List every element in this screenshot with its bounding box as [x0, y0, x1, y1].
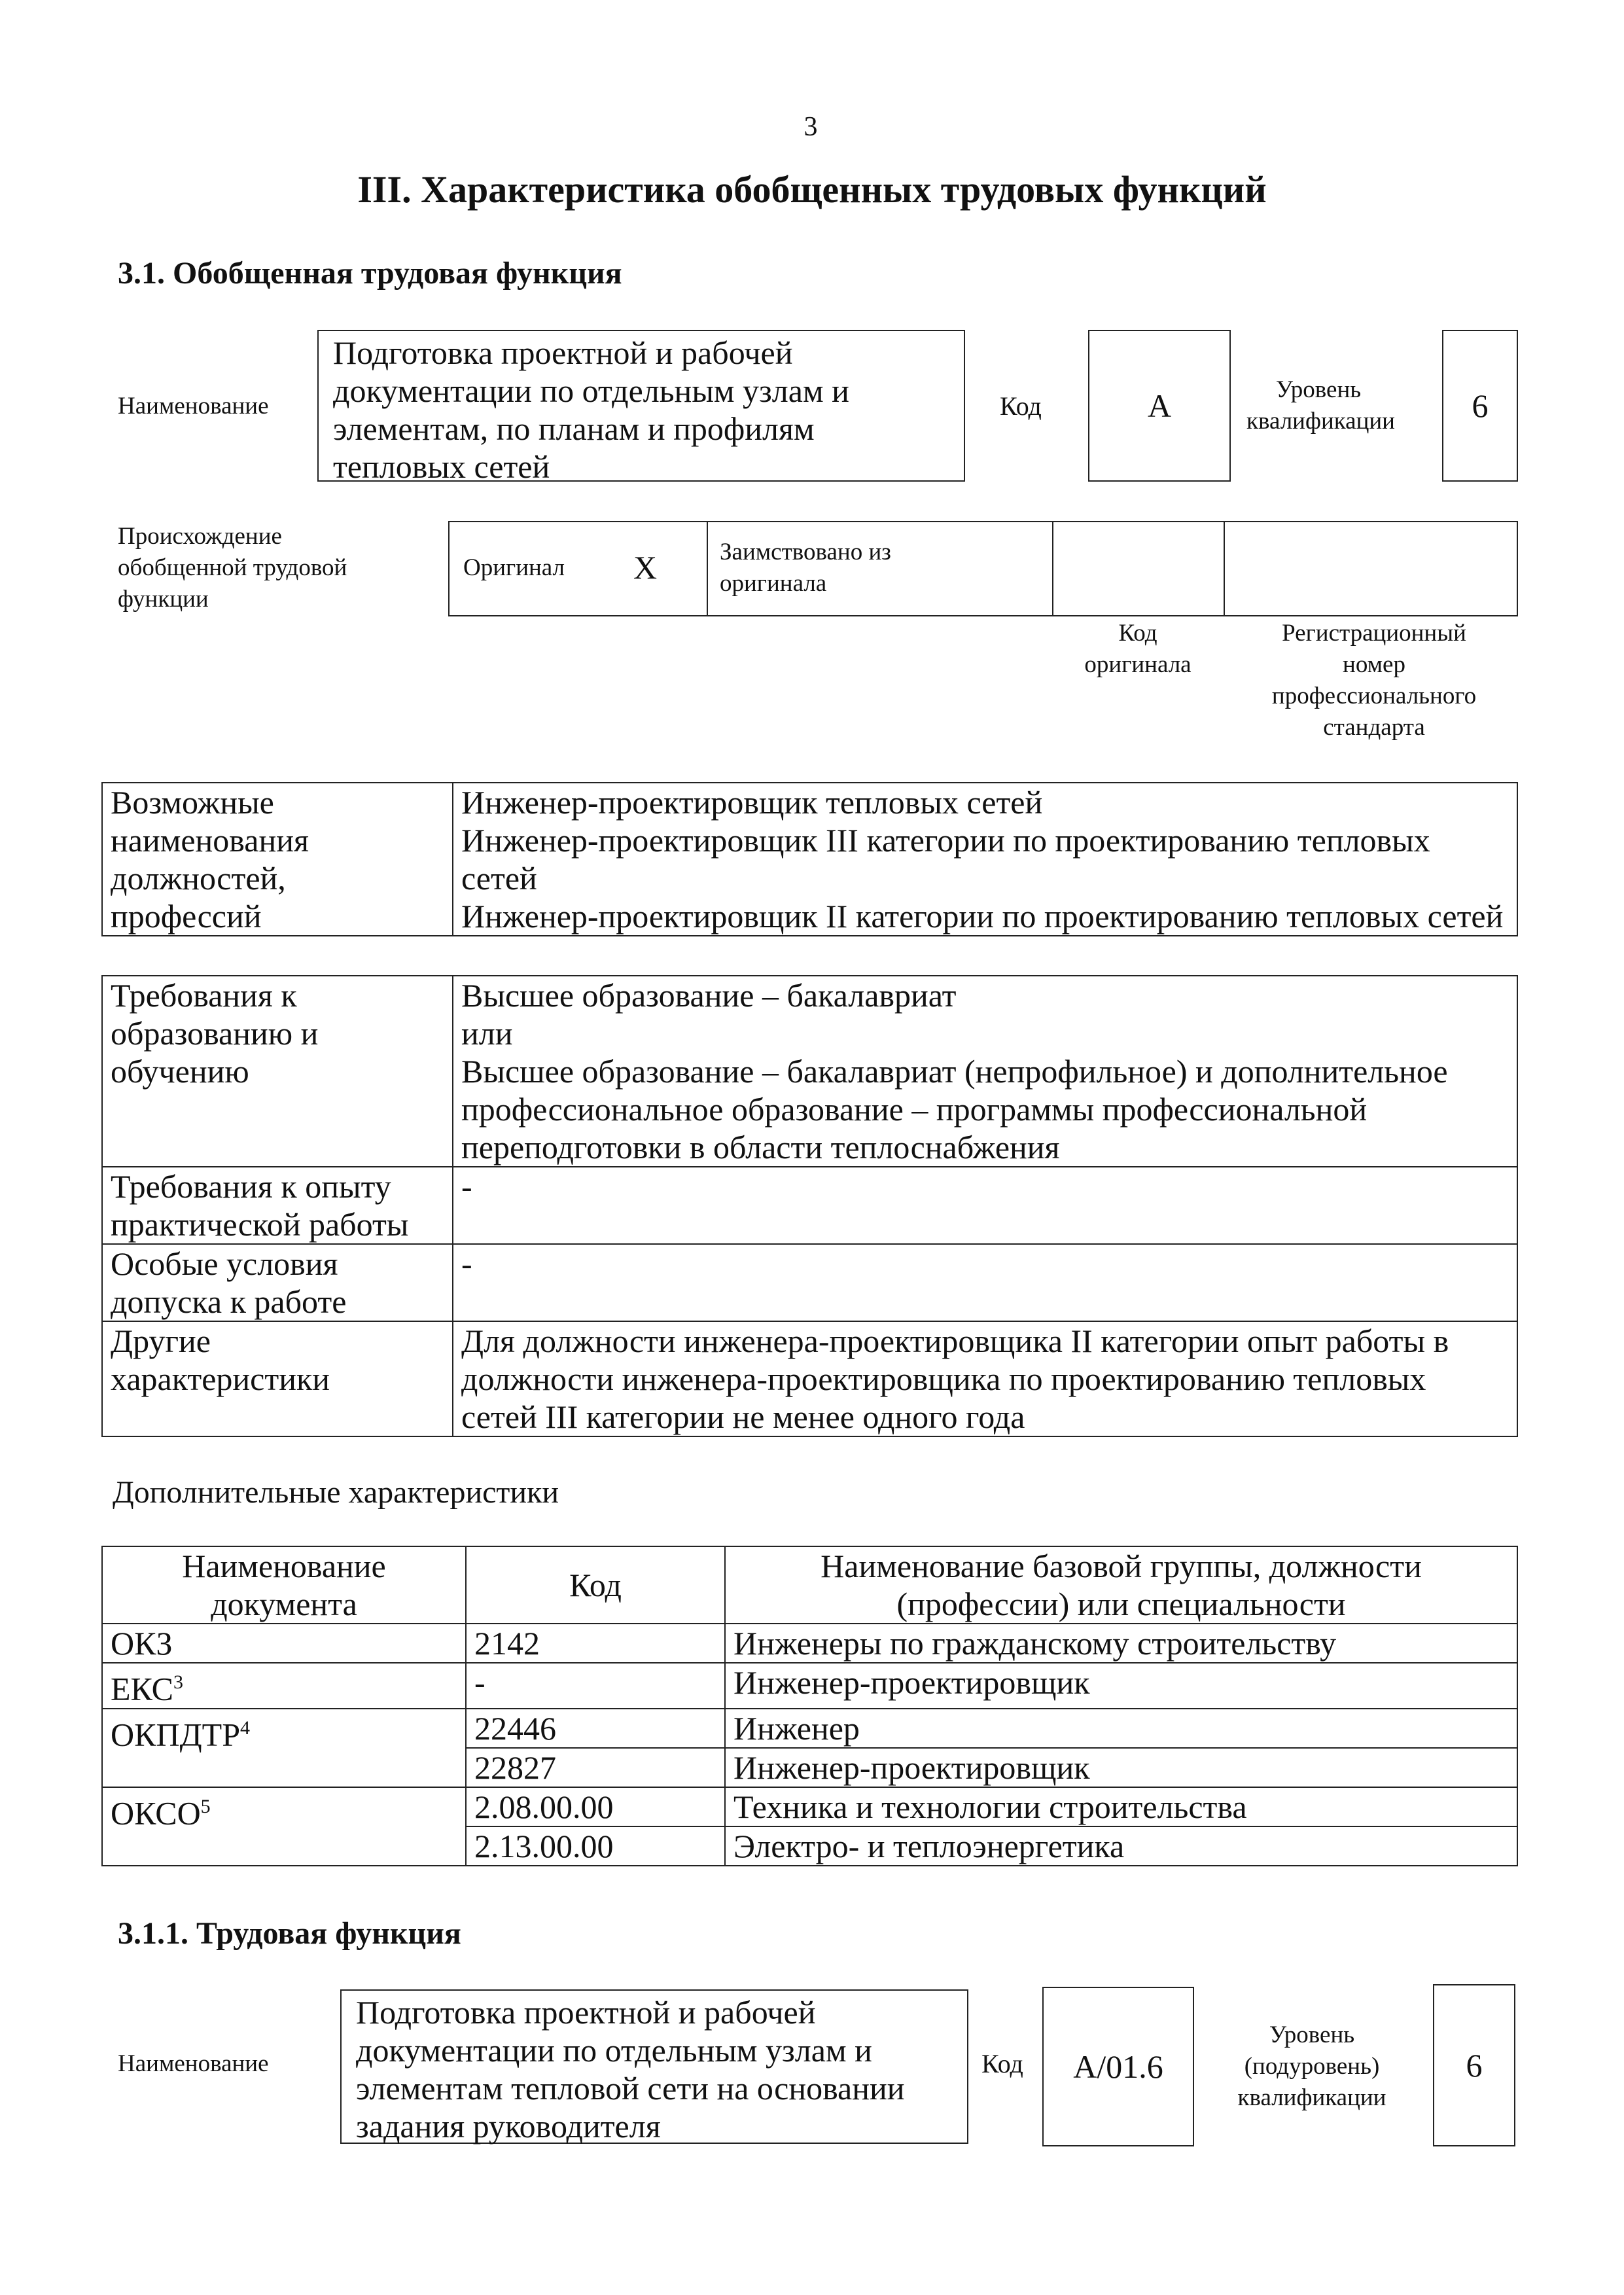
tf-code-box [1042, 1987, 1194, 2146]
header-name-line: (профессии) или специальности [896, 1586, 1346, 1622]
req-value-line: - [461, 1245, 472, 1282]
req-label-line: практической работы [111, 1206, 409, 1243]
table-row [102, 1787, 1517, 1826]
gf-heading: 3.1. Обобщенная трудовая функция [118, 256, 622, 291]
table-row [102, 1167, 1517, 1244]
origin-code-caption-line: Код [1118, 620, 1157, 647]
table-row [102, 1546, 1517, 1624]
doc-name: ОКЗ [111, 1625, 173, 1662]
gf-level-label-line: квалификации [1246, 408, 1395, 435]
origin-reg-caption-line: номер [1343, 651, 1405, 678]
req-label-cell [102, 976, 453, 1167]
header-doc-line: документа [211, 1586, 357, 1622]
name-cell [725, 1624, 1517, 1663]
tf-level-label [1217, 2019, 1407, 2114]
name-cell [725, 1709, 1517, 1748]
positions-label-line: наименования [111, 822, 309, 859]
tf-name-line: элементам тепловой сети на основании [356, 2070, 905, 2107]
code-cell [466, 1787, 725, 1826]
positions-table [101, 782, 1518, 936]
code-value: 2142 [474, 1625, 540, 1662]
code-cell [466, 1624, 725, 1663]
req-value-line: переподготовки в области теплоснабжения [461, 1129, 1060, 1165]
footnote-ref: 4 [240, 1717, 251, 1739]
name-cell [725, 1663, 1517, 1709]
doc-cell [102, 1663, 466, 1709]
gf-code-value: А [1147, 387, 1172, 424]
origin-reg-caption [1230, 618, 1518, 743]
header-name-line: Наименование базовой группы, должности [821, 1548, 1422, 1584]
positions-label-line: Возможные [111, 784, 274, 821]
doc-cell [102, 1624, 466, 1663]
tf-code-value: A/01.6 [1073, 2048, 1163, 2085]
table-row [102, 1321, 1517, 1436]
code-cell [466, 1826, 725, 1866]
origin-borrowed-line: оригинала [720, 570, 827, 597]
gf-level-label-line: Уровень [1275, 376, 1362, 403]
positions-value-line: Инженер-проектировщик II категории по проектированию тепловых сетей [461, 898, 1504, 934]
origin-borrowed-line: Заимствовано из [720, 539, 891, 565]
tf-level-box [1433, 1984, 1515, 2146]
req-label-line: Требования к [111, 977, 297, 1014]
origin-code-caption-line: оригинала [1084, 651, 1192, 678]
positions-value-cell [453, 783, 1517, 936]
name-value: Техника и технологии строительства [733, 1788, 1247, 1825]
req-value-cell [453, 976, 1517, 1167]
req-label-line: характеристики [111, 1361, 330, 1397]
name-cell [725, 1748, 1517, 1787]
code-value: - [474, 1664, 485, 1701]
tf-heading: 3.1.1. Трудовая функция [118, 1916, 461, 1951]
positions-label-cell [102, 783, 453, 936]
gf-code-label: Код [1000, 391, 1042, 421]
header-doc-line: Наименование [182, 1548, 386, 1584]
positions-value-line: Инженер-проектировщик III категории по проектированию тепловых [461, 822, 1430, 859]
req-value-cell [453, 1167, 1517, 1244]
section-title: III. Характеристика обобщенных трудовых функций [357, 168, 1267, 211]
name-value: Инженер-проектировщик [733, 1664, 1090, 1701]
gf-name-line: элементам, по планам и профилям [333, 410, 815, 447]
req-value-line: должности инженера-проектировщика по проектированию тепловых [461, 1361, 1426, 1397]
req-label-line: обучению [111, 1053, 249, 1090]
requirements-table [101, 975, 1518, 1437]
table-row [102, 1709, 1517, 1748]
name-value: Инженеры по гражданскому строительству [733, 1625, 1337, 1662]
req-label-cell [102, 1321, 453, 1436]
origin-label-line: обобщенной трудовой [118, 554, 347, 581]
tf-name-line: Подготовка проектной и рабочей [356, 1994, 816, 2031]
origin-reg-caption-line: стандарта [1323, 714, 1425, 741]
origin-original-label: Оригинал [463, 554, 565, 581]
req-label-line: образованию и [111, 1015, 319, 1052]
footnote-ref: 3 [173, 1671, 183, 1693]
tf-code-label: Код [981, 2049, 1023, 2078]
positions-label-line: должностей, [111, 860, 286, 897]
req-value-line: Для должности инженера-проектировщика II категории опыт работы в [461, 1323, 1449, 1359]
positions-label-line: профессий [111, 898, 262, 934]
doc-name: ОКПДТР [111, 1716, 241, 1753]
header-doc-cell [102, 1546, 466, 1624]
origin-reg-caption-line: профессионального [1271, 683, 1477, 709]
req-label-cell [102, 1167, 453, 1244]
tf-name-label: Наименование [118, 2050, 269, 2077]
gf-name-box [317, 330, 965, 485]
gf-code-box [1088, 330, 1231, 482]
req-label-line: допуска к работе [111, 1283, 347, 1320]
table-row [102, 976, 1517, 1167]
code-value: 2.13.00.00 [474, 1827, 614, 1864]
gf-name-line: Подготовка проектной и рабочей [333, 334, 793, 371]
tf-level-value: 6 [1466, 2047, 1483, 2084]
gf-level-label [1246, 374, 1395, 437]
table-row [102, 783, 1517, 936]
code-cell [466, 1663, 725, 1709]
page-number: 3 [803, 112, 818, 142]
footnote-ref: 5 [200, 1795, 211, 1817]
doc-cell [102, 1787, 466, 1866]
origin-label-line: функции [118, 586, 209, 613]
gf-level-value: 6 [1472, 387, 1489, 424]
req-value-line: сетей III категории не менее одного года [461, 1398, 1025, 1435]
doc-name: ЕКС [111, 1670, 173, 1707]
header-code-cell [466, 1546, 725, 1624]
req-value-line: - [461, 1168, 472, 1205]
positions-value-line: сетей [461, 860, 537, 897]
positions-value-line: Инженер-проектировщик тепловых сетей [461, 784, 1043, 821]
origin-original-mark: X [633, 549, 658, 586]
req-value-line: Высшее образование – бакалавриат [461, 977, 957, 1014]
req-value-cell [453, 1244, 1517, 1321]
gf-name-line: тепловых сетей [333, 448, 550, 485]
req-value-line: профессиональное образование – программы профессиональной [461, 1091, 1368, 1128]
header-code: Код [569, 1567, 622, 1603]
req-label-line: Особые условия [111, 1245, 338, 1282]
tf-level-label-line: (подуровень) [1244, 2053, 1380, 2080]
gf-name-label: Наименование [118, 393, 269, 419]
origin-label-line: Происхождение [118, 523, 282, 550]
name-cell [725, 1826, 1517, 1866]
origin-row [448, 521, 1518, 616]
tf-level-label-line: квалификации [1237, 2084, 1386, 2111]
code-cell [466, 1748, 725, 1787]
req-label-line: Другие [111, 1323, 211, 1359]
doc-name: ОКСО [111, 1794, 201, 1832]
tf-name-box [340, 1989, 968, 2144]
req-value-line: Высшее образование – бакалавриат (непрофильное) и дополнительное [461, 1053, 1448, 1090]
name-value: Электро- и теплоэнергетика [733, 1827, 1125, 1864]
name-value: Инженер [733, 1709, 860, 1747]
code-value: 2.08.00.00 [474, 1788, 614, 1825]
name-value: Инженер-проектировщик [733, 1749, 1090, 1786]
tf-name-line: документации по отдельным узлам и [356, 2032, 872, 2069]
additional-table [101, 1546, 1518, 1866]
req-label-cell [102, 1244, 453, 1321]
name-cell [725, 1787, 1517, 1826]
tf-level-label-line: Уровень [1269, 2021, 1355, 2048]
code-value: 22827 [474, 1749, 556, 1786]
req-value-cell [453, 1321, 1517, 1436]
tf-name-line: задания руководителя [356, 2108, 661, 2144]
code-cell [466, 1709, 725, 1748]
origin-code-caption [1052, 618, 1224, 681]
req-label-line: Требования к опыту [111, 1168, 391, 1205]
req-value-line: или [461, 1015, 513, 1052]
origin-reg-caption-line: Регистрационный [1282, 620, 1466, 647]
table-row [102, 1624, 1517, 1663]
code-value: 22446 [474, 1709, 556, 1747]
header-name-cell [725, 1546, 1517, 1624]
table-row [102, 1244, 1517, 1321]
additional-heading: Дополнительные характеристики [113, 1475, 559, 1510]
origin-borrowed-label [720, 537, 891, 599]
doc-cell [102, 1709, 466, 1787]
origin-label [118, 521, 347, 615]
gf-level-box [1442, 330, 1518, 482]
table-row [102, 1663, 1517, 1709]
gf-name-line: документации по отдельным узлам и [333, 372, 849, 409]
